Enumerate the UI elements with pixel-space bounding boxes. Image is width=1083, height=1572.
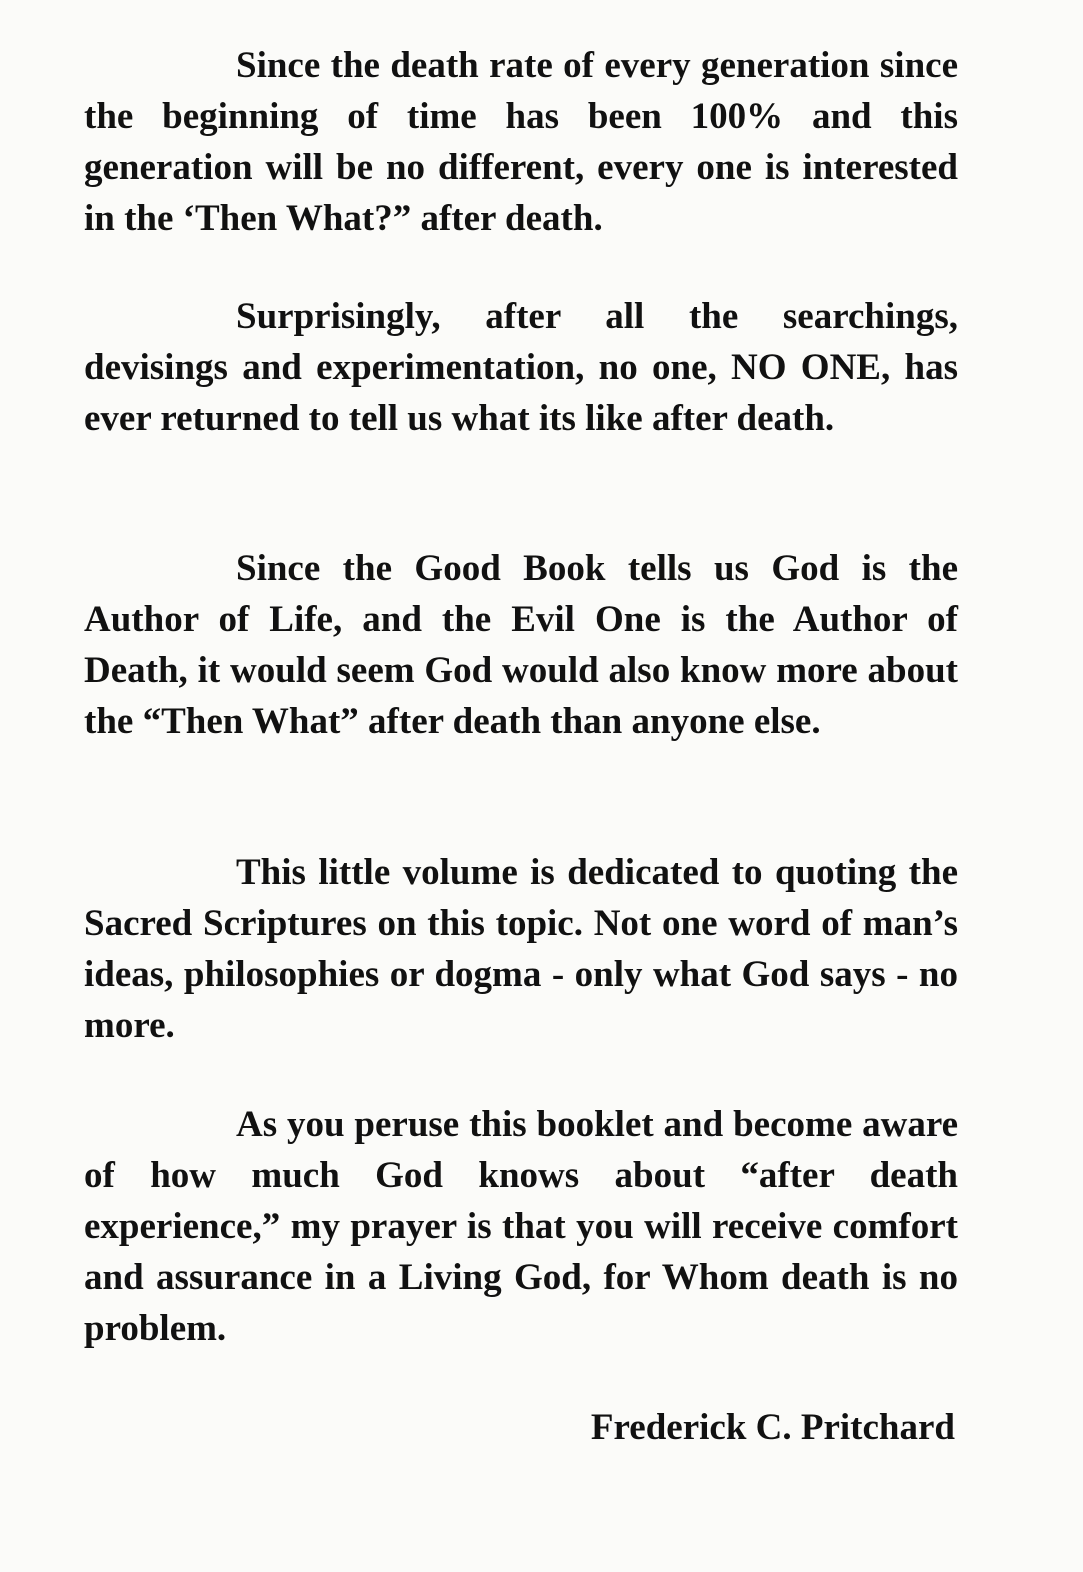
paragraph-4: This little volume is dedicated to quoting the Sacred Scriptures on this topic. Not one word of man’s ideas, philosophies or dogma - only what God says - no more.	[84, 852, 958, 1046]
paragraph-2: Surprisingly, after all the searchings, devisings and experimentation, no one, NO ONE, has ever returned to tell us what its like after death.	[84, 296, 958, 439]
paragraph-3: Since the Good Book tells us God is the Author of Life, and the Evil One is the Author of Death, it would seem God would also know more about the “Then What” after death than anyone else.	[84, 548, 958, 742]
paragraph-1: Since the death rate of every generation since the beginning of time has been 100% and this generation will be no different, every one is interested in the ‘Then What?” after death.	[84, 45, 958, 239]
author-signature: Frederick C. Pritchard	[590, 1407, 955, 1448]
paragraph-5: As you peruse this booklet and become aware of how much God knows about “after death experience,” my prayer is that you will receive comfort and assurance in a Living God, for Whom death is no problem.	[84, 1104, 958, 1349]
